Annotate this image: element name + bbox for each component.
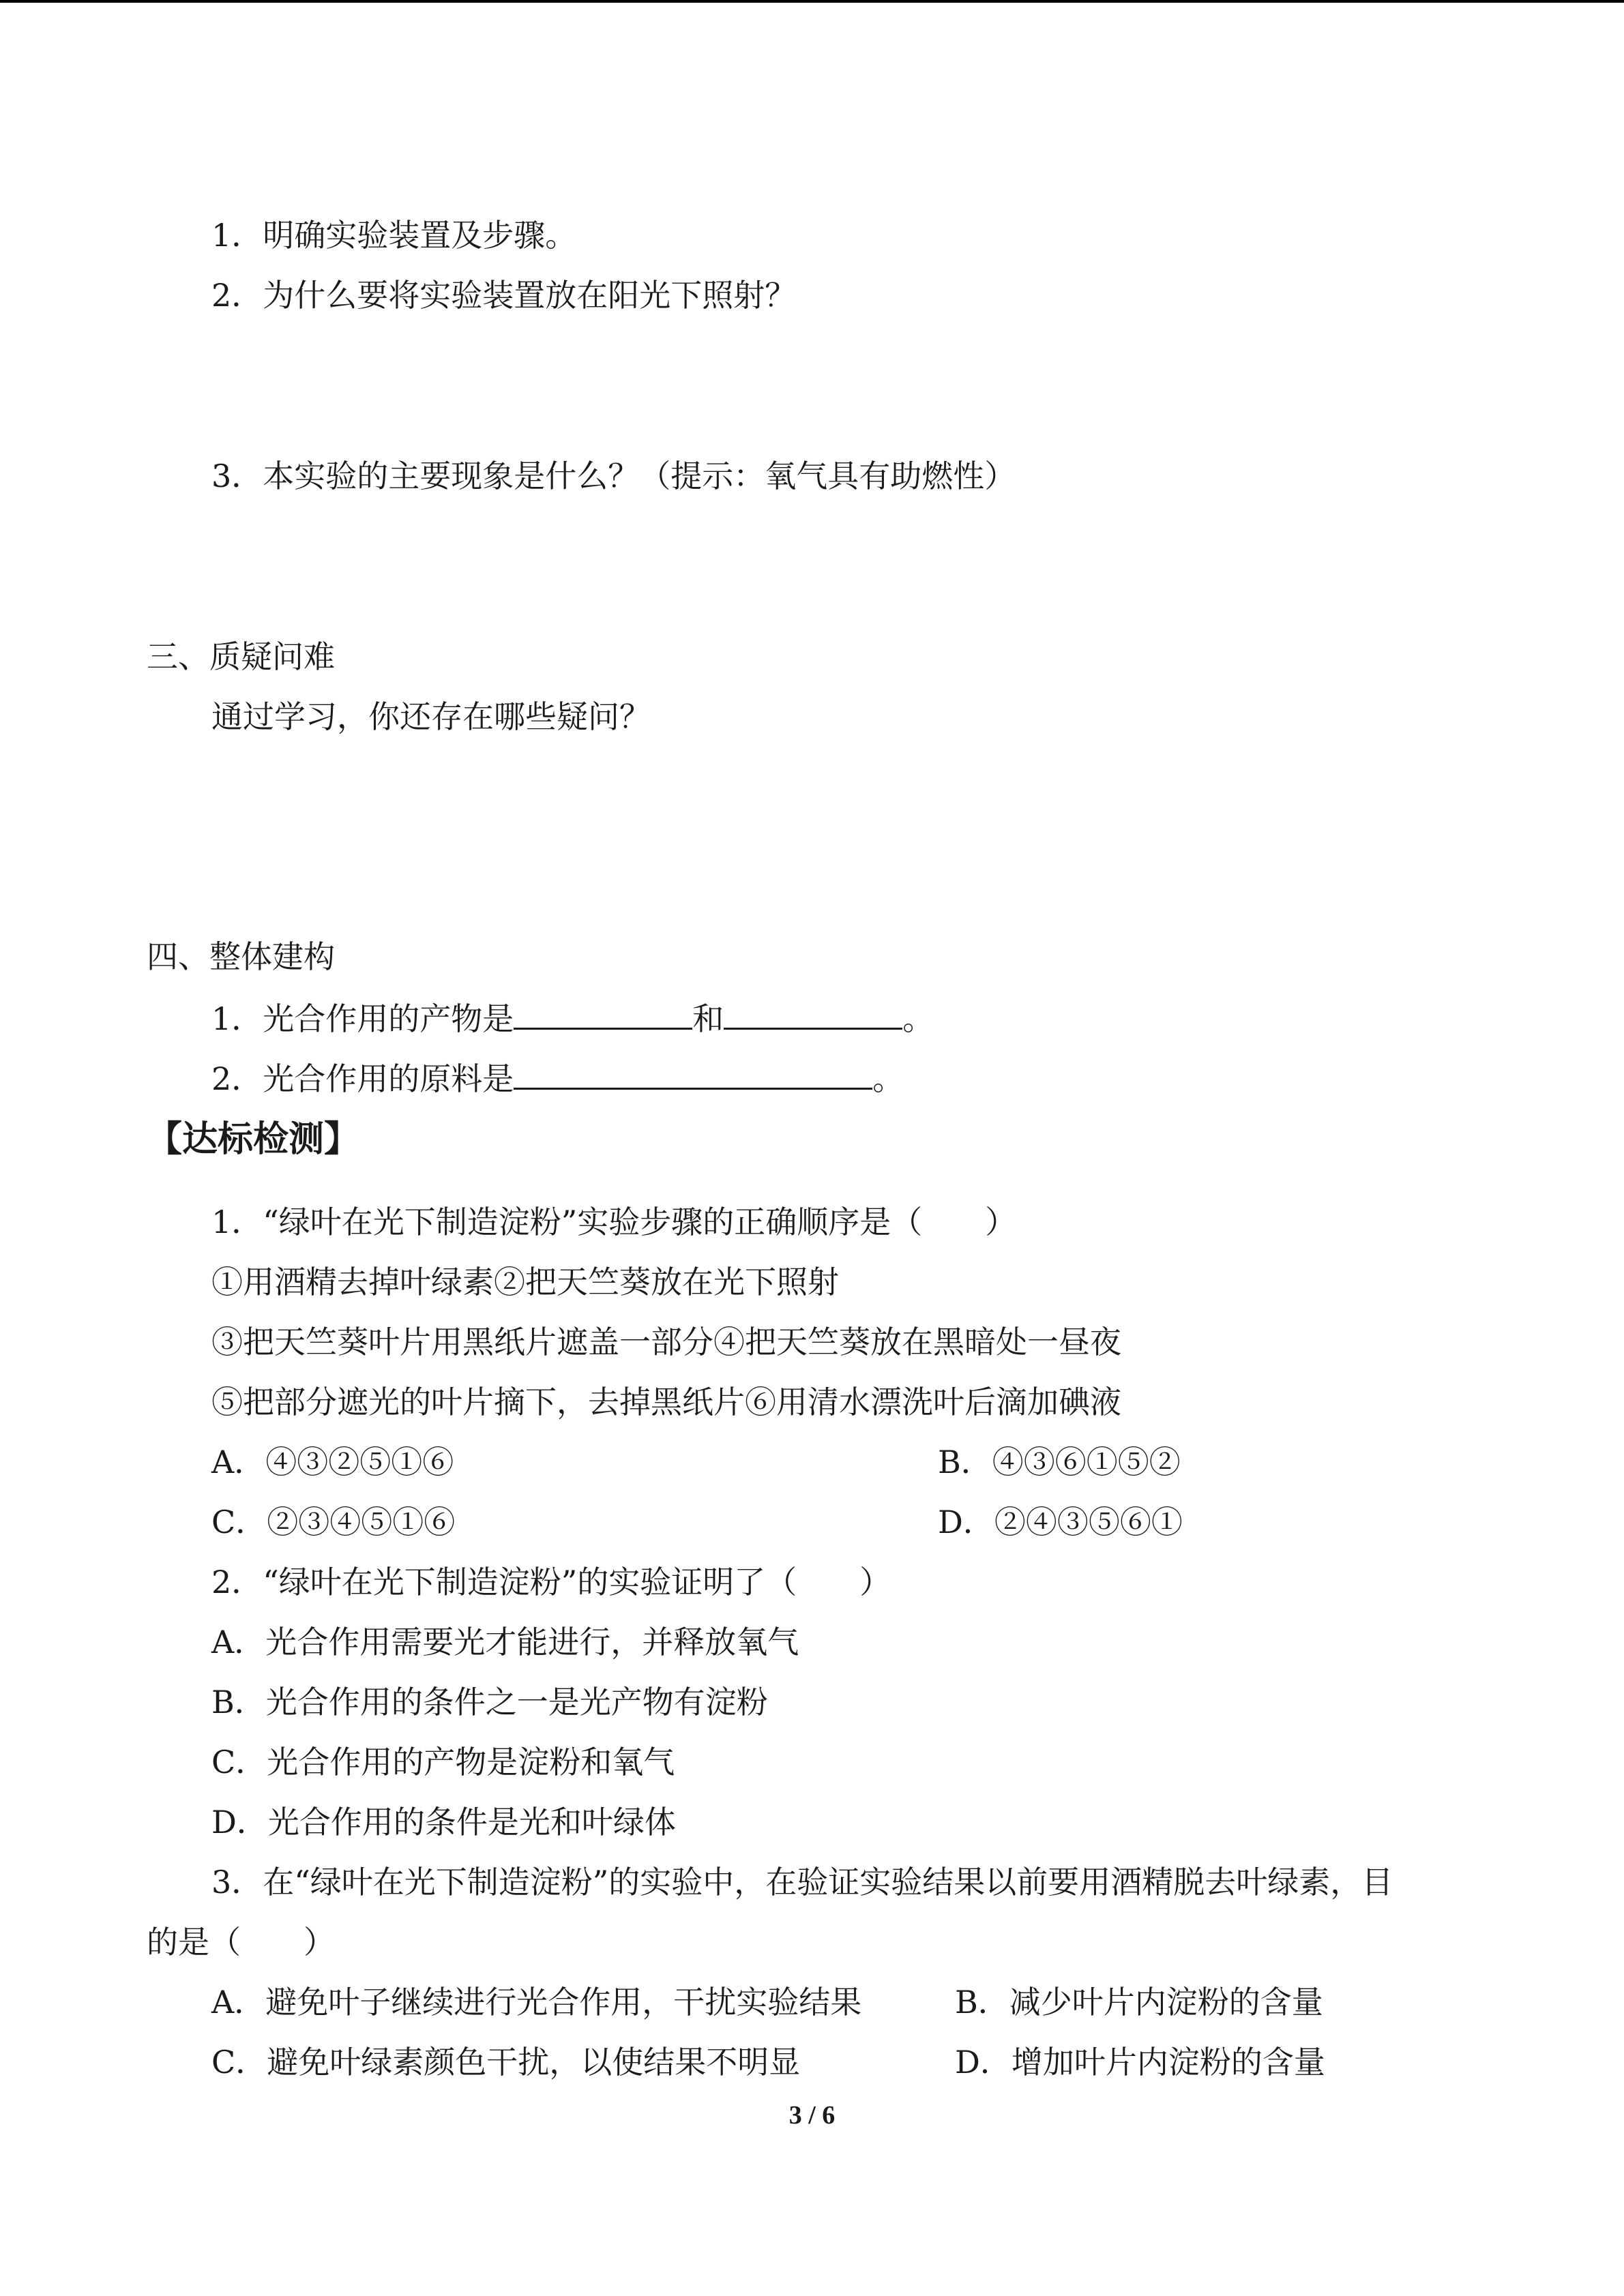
assessment-q2-option-b: B．光合作用的条件之一是光产物有淀粉 [211, 1684, 768, 1720]
assessment-q1-option-a: A．④③②⑤①⑥ [211, 1444, 454, 1480]
section4-q2-end: 。 [872, 1060, 904, 1097]
section4-q2-prefix: 2．光合作用的原料是 [211, 1060, 514, 1097]
page-top-border [0, 0, 1624, 3]
section4-q1-and: 和 [692, 1000, 724, 1037]
assessment-q3-option-b: B．减少叶片内淀粉的含量 [955, 1984, 1323, 2021]
answer-blank-product-1[interactable] [514, 996, 692, 1030]
assessment-q1-step-line-1: ①用酒精去掉叶绿素②把天竺葵放在光下照射 [211, 1264, 839, 1300]
assessment-q3-stem-line-2: 的是（ ） [147, 1924, 335, 1960]
assessment-q3-option-a: A．避免叶子继续进行光合作用，干扰实验结果 [211, 1984, 862, 2021]
section2-question-2: 2．为什么要将实验装置放在阳光下照射？ [211, 277, 797, 314]
section2-question-3: 3．本实验的主要现象是什么？（提示：氧气具有助燃性） [211, 458, 1016, 494]
assessment-q1-option-c: C．②③④⑤①⑥ [211, 1504, 456, 1540]
section4-question-2 [211, 1056, 904, 1099]
assessment-q2-option-c: C．光合作用的产物是淀粉和氧气 [211, 1744, 675, 1780]
assessment-q3-option-d: D．增加叶片内淀粉的含量 [955, 2044, 1325, 2081]
section2-question-1: 1．明确实验装置及步骤。 [211, 217, 577, 254]
assessment-q1-option-d: D．②④③⑤⑥① [938, 1504, 1183, 1540]
assessment-q2-option-d: D．光合作用的条件是光和叶绿体 [211, 1804, 676, 1840]
assessment-q1-option-b: B．④③⑥①⑤② [938, 1444, 1181, 1480]
assessment-q1-step-line-2: ③把天竺葵叶片用黑纸片遮盖一部分④把天竺葵放在黑暗处一昼夜 [211, 1324, 1121, 1360]
assessment-q1-step-line-3: ⑤把部分遮光的叶片摘下，去掉黑纸片⑥用清水漂洗叶后滴加碘液 [211, 1384, 1121, 1420]
section4-q1-end: 。 [902, 1000, 934, 1037]
section4-question-1 [211, 996, 934, 1039]
assessment-q1-stem: 1．“绿叶在光下制造淀粉”实验步骤的正确顺序是（ ） [211, 1204, 1017, 1240]
assessment-q3-stem-line-1: 3．在“绿叶在光下制造淀粉”的实验中，在验证实验结果以前要用酒精脱去叶绿素，目 [211, 1864, 1393, 1900]
answer-blank-raw-materials[interactable] [514, 1056, 872, 1090]
page-number: 3 / 6 [788, 2101, 836, 2130]
assessment-title: 【达标检测】 [147, 1119, 360, 1160]
assessment-q3-option-c: C．避免叶绿素颜色干扰，以使结果不明显 [211, 2044, 801, 2081]
answer-blank-product-2[interactable] [724, 996, 902, 1030]
assessment-q2-option-a: A．光合作用需要光才能进行，并释放氧气 [211, 1624, 799, 1660]
assessment-q2-stem: 2．“绿叶在光下制造淀粉”的实验证明了（ ） [211, 1564, 891, 1600]
section4-q1-prefix: 1．光合作用的产物是 [211, 1000, 514, 1037]
section3-title: 三、质疑问难 [147, 638, 335, 675]
section3-prompt: 通过学习，你还存在哪些疑问？ [211, 698, 651, 735]
section4-title: 四、整体建构 [147, 938, 335, 975]
